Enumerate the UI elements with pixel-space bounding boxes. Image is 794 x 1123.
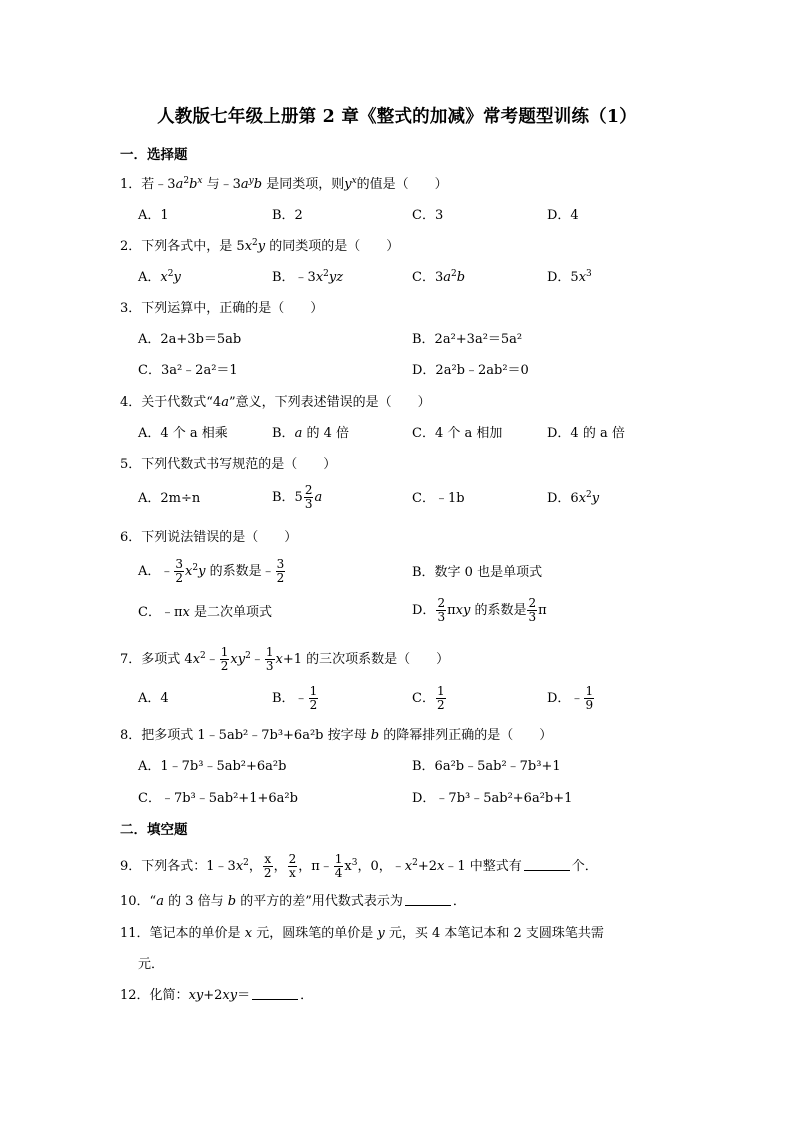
question-8-options-row2 bbox=[138, 790, 794, 812]
option-d[interactable]: D．$5x^3$ bbox=[547, 269, 592, 285]
answer-blank[interactable] bbox=[252, 987, 298, 1000]
option-b[interactable]: B．5 $\frac{2}{3}$ a bbox=[272, 483, 323, 511]
option-b[interactable]: B．2 bbox=[272, 208, 303, 223]
option-a[interactable]: A．﹣ $\frac{3}{2}$ $x^2y$ 的系数是﹣ $\frac{3}{2}$ bbox=[138, 557, 285, 585]
option-b[interactable]: B．﹣ $\frac{1}{2}$ bbox=[272, 684, 318, 712]
option-d[interactable]: D．2a²b﹣2ab²＝0 bbox=[412, 363, 529, 378]
question-6: 6．下列说法错误的是（ ） bbox=[120, 530, 298, 545]
question-11: 11．笔记本的单价是 x 元，圆珠笔的单价是 y 元，买 4 本笔记本和 2 支圆珠笔共需 bbox=[120, 926, 604, 941]
question-6-options-row1 bbox=[138, 557, 794, 585]
question-3-options-row2 bbox=[138, 362, 794, 384]
option-b[interactable]: B．$﹣3x^2yz$ bbox=[272, 269, 344, 285]
question-7: 7．多项式 $4x^2﹣$ $\frac{1}{2}$ $xy^2﹣$ $\frac{1}{3}$ x+1 的三次项系数是（ ） bbox=[120, 645, 450, 673]
question-11-continued: 元． bbox=[138, 957, 165, 972]
option-d[interactable]: D．$6x^2y$ bbox=[547, 490, 600, 506]
question-8: 8．把多项式 1﹣5ab²﹣7b³+6a²b 按字母 b 的降幂排列正确的是（ ） bbox=[120, 728, 553, 743]
question-10: 10．“a 的 3 倍与 b 的平方的差”用代数式表示为 ． bbox=[120, 894, 466, 909]
answer-blank[interactable] bbox=[405, 893, 451, 906]
question-1-options bbox=[138, 207, 794, 229]
question-9: 9．下列各式：$1﹣3x^2$， $\frac{x}{2}$ ， $\frac{2}{x}$ ，π﹣ $\frac{1}{4}$ $x^3$，0，$﹣x^2+2x﹣1$ 中整式有 个． bbox=[120, 852, 598, 880]
question-2-options bbox=[138, 269, 794, 291]
option-d[interactable]: D．4 bbox=[547, 208, 579, 223]
option-a[interactable]: A．1 bbox=[138, 208, 169, 223]
section-heading-fill: 二．填空题 bbox=[120, 822, 188, 838]
question-5-options bbox=[138, 483, 794, 511]
option-c[interactable]: C．﹣1b bbox=[412, 491, 465, 506]
option-c[interactable]: C．3 bbox=[412, 208, 444, 223]
option-a[interactable]: A．1﹣7b³﹣5ab²+6a²b bbox=[138, 759, 287, 774]
question-4: 4．关于代数式“4a”意义，下列表述错误的是（ ） bbox=[120, 395, 431, 410]
option-a[interactable]: A．4 bbox=[138, 691, 169, 706]
option-b[interactable]: B．数字 0 也是单项式 bbox=[412, 565, 543, 580]
option-d[interactable]: D．4 的 a 倍 bbox=[547, 426, 625, 441]
option-c[interactable]: C．﹣7b³﹣5ab²+1+6a²b bbox=[138, 791, 298, 806]
question-3-options-row1 bbox=[138, 331, 794, 353]
option-d[interactable]: D．﹣ $\frac{1}{9}$ bbox=[547, 684, 594, 712]
option-d[interactable]: D．﹣7b³﹣5ab²+6a²b+1 bbox=[412, 791, 573, 806]
page-title: 人教版七年级上册第 2 章《整式的加减》常考题型训练（1） bbox=[157, 107, 637, 127]
option-c[interactable]: C．4 个 a 相加 bbox=[412, 426, 503, 441]
question-4-options bbox=[138, 425, 794, 447]
option-c[interactable]: C．3a²﹣2a²＝1 bbox=[138, 363, 238, 378]
question-8-options-row1 bbox=[138, 758, 794, 780]
question-2: 2．下列各式中，是 $5x^2y$ 的同类项的是（ ） bbox=[120, 238, 400, 254]
option-a[interactable]: A．2m÷n bbox=[138, 491, 201, 506]
question-12: 12．化简：xy+2xy＝ ． bbox=[120, 988, 314, 1003]
answer-blank[interactable] bbox=[524, 858, 570, 871]
option-a[interactable]: A．4 个 a 相乘 bbox=[138, 426, 228, 441]
option-c[interactable]: C．﹣πx 是二次单项式 bbox=[138, 605, 272, 620]
option-c[interactable]: C．$3a^2b$ bbox=[412, 269, 466, 285]
question-5: 5．下列代数式书写规范的是（ ） bbox=[120, 457, 337, 472]
question-1: 1．若$﹣3a^2b^x$ 与$﹣3a^yb$ 是同类项，则$y^x$的值是（ ） bbox=[120, 176, 448, 192]
option-b[interactable]: B．6a²b﹣5ab²﹣7b³+1 bbox=[412, 759, 561, 774]
question-3: 3．下列运算中，正确的是（ ） bbox=[120, 301, 324, 316]
option-c[interactable]: C． $\frac{1}{2}$ bbox=[412, 684, 445, 712]
option-a[interactable]: A．$x^2y$ bbox=[138, 269, 181, 285]
question-6-options-row2 bbox=[138, 596, 794, 626]
option-b[interactable]: B．2a²+3a²＝5a² bbox=[412, 332, 523, 347]
question-7-options bbox=[138, 684, 794, 712]
option-b[interactable]: B．a 的 4 倍 bbox=[272, 426, 350, 441]
option-d[interactable]: D． $\frac{2}{3}$ πxy 的系数是 $\frac{2}{3}$ π bbox=[412, 596, 547, 624]
section-heading-choice: 一．选择题 bbox=[120, 147, 188, 163]
option-a[interactable]: A．2a+3b＝5ab bbox=[138, 332, 242, 347]
